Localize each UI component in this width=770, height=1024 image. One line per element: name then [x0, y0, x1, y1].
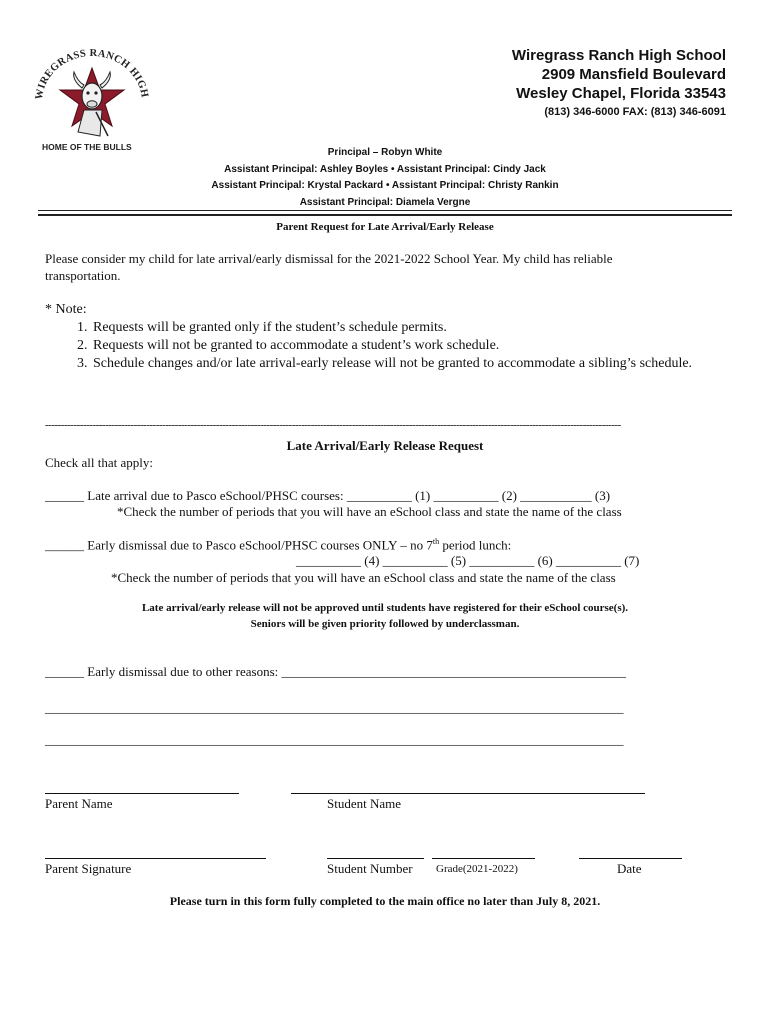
parent-name-line[interactable]	[45, 793, 239, 794]
other-reasons-blank-line-1[interactable]: _________________________________________________________________________________________	[45, 700, 624, 715]
school-address-block	[512, 46, 726, 120]
student-number-line[interactable]	[327, 858, 424, 859]
student-name-line[interactable]	[291, 793, 645, 794]
school-logo	[28, 40, 152, 156]
warning-line-1: Late arrival/early release will not be approved until students have registered for their eSchool course(s).	[141, 602, 629, 614]
date-line[interactable]	[579, 858, 682, 859]
intro-line-1: Please consider my child for late arrival/early dismissal for the 2021-2022 School Year. My child has reliable	[45, 251, 613, 266]
grade-label: Grade(2021-2022)	[436, 863, 518, 875]
assistant-principals-line-3: Assistant Principal: Diamela Vergne	[299, 196, 471, 208]
administration-list	[0, 145, 770, 211]
late-arrival-note: *Check the number of periods that you will have an eSchool class and state the name of the class	[117, 504, 622, 519]
header-divider-bottom	[38, 214, 732, 216]
school-name: Wiregrass Ranch High School	[511, 47, 726, 64]
other-reasons-option[interactable]: ______ Early dismissal due to other reasons: _____________________________________________________	[45, 664, 626, 679]
note-item-3: 3. Schedule changes and/or late arrival-early release will not be granted to accommodate a sibling’s schedule.	[91, 355, 731, 373]
form-title: Parent Request for Late Arrival/Early Release	[276, 221, 494, 233]
footer-instruction: Please turn in this form fully completed to the main office no later than July 8, 2021.	[169, 894, 601, 908]
header-divider-top	[38, 210, 732, 211]
logo-arc-text: WIREGRASS RANCH HIGH	[33, 47, 150, 101]
notes-section	[45, 301, 731, 373]
assistant-principals-line-2: Assistant Principal: Krystal Packard • Assistant Principal: Christy Rankin	[211, 180, 559, 191]
late-arrival-option[interactable]: ______ Late arrival due to Pasco eSchool/PHSC courses: __________ (1) __________ (2) ___________ (3)	[45, 488, 611, 503]
check-all-label: Check all that apply:	[45, 455, 153, 470]
assistant-principals-line-1: Assistant Principal: Ashley Boyles • Assistant Principal: Cindy Jack	[224, 163, 546, 175]
early-dismissal-periods[interactable]: __________ (4) __________ (5) __________ (6) __________ (7)	[296, 553, 640, 568]
school-street: 2909 Mansfield Boulevard	[541, 66, 726, 83]
grade-line[interactable]	[432, 858, 535, 859]
early-dismissal-suffix: period lunch:	[439, 537, 512, 553]
date-label: Date	[617, 861, 642, 876]
early-dismissal-text: ______ Early dismissal due to Pasco eSchool/PHSC courses ONLY – no 7	[45, 537, 433, 553]
note-item-1: 1. Requests will be granted only if the student’s schedule permits.	[91, 319, 731, 337]
parent-signature-label: Parent Signature	[45, 861, 132, 876]
logo-tagline: HOME OF THE BULLS	[42, 142, 132, 152]
note-label: * Note:	[45, 302, 87, 317]
student-name-label: Student Name	[327, 796, 402, 811]
parent-signature-line[interactable]	[45, 858, 266, 859]
early-dismissal-option[interactable]	[45, 537, 511, 553]
school-phone-fax: (813) 346-6000 FAX: (813) 346-6091	[544, 106, 726, 118]
parent-name-label: Parent Name	[45, 796, 113, 811]
principal-line: Principal – Robyn White	[327, 147, 443, 158]
other-reasons-blank-line-2[interactable]: _________________________________________________________________________________________	[45, 732, 624, 747]
dashed-separator: --------------------------------------------------------------------------------------------------------------------------------------------------------------------------------------	[45, 419, 621, 431]
school-city: Wesley Chapel, Florida 33543	[516, 85, 726, 102]
request-heading: Late Arrival/Early Release Request	[286, 438, 484, 453]
intro-line-2: transportation.	[45, 268, 121, 283]
warning-line-2: Seniors will be given priority followed by underclassman.	[250, 618, 520, 630]
student-number-label: Student Number	[327, 861, 413, 876]
note-item-2: 2. Requests will not be granted to accommodate a student’s work schedule.	[91, 337, 731, 355]
early-dismissal-superscript: th	[432, 537, 440, 546]
early-dismissal-note: *Check the number of periods that you will have an eSchool class and state the name of the class	[111, 570, 616, 585]
